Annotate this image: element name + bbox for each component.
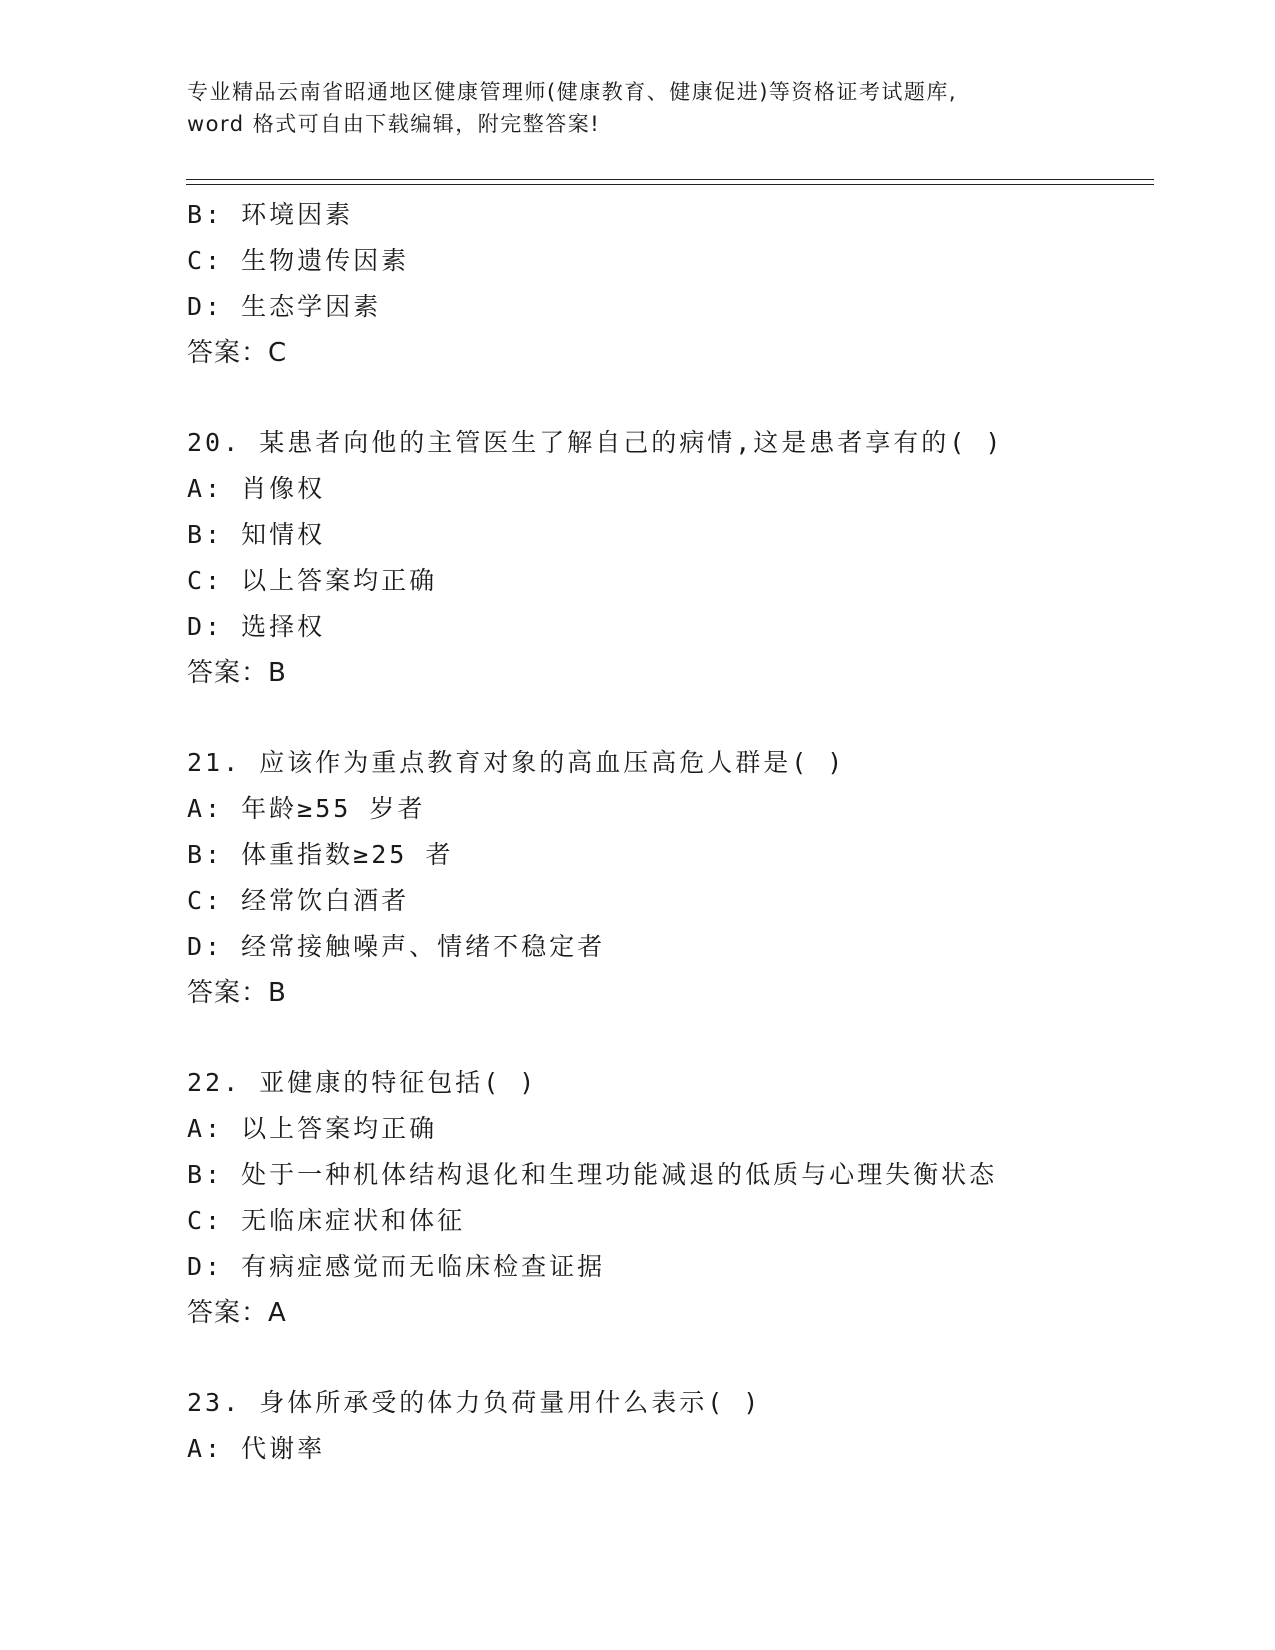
- question-block-20: [187, 420, 1187, 696]
- question-text: 22. 亚健康的特征包括( ): [187, 1068, 538, 1097]
- option-a: A: 代谢率: [187, 1434, 326, 1463]
- question-block-21: [187, 740, 1187, 1016]
- answer-text: 答案：B: [187, 658, 287, 688]
- option-d: D: 选择权: [187, 612, 326, 641]
- option-a: A: 肖像权: [187, 474, 326, 503]
- option-b: B: 处于一种机体结构退化和生理功能减退的低质与心理失衡状态: [187, 1160, 998, 1189]
- option-c: C: 经常饮白酒者: [187, 886, 410, 915]
- option-c: C: 以上答案均正确: [187, 566, 438, 595]
- answer-text: 答案：A: [187, 1298, 287, 1328]
- option-a: A: 以上答案均正确: [187, 1114, 438, 1143]
- spacer: [187, 1016, 1187, 1060]
- question-text: 20. 某患者向他的主管医生了解自己的病情,这是患者享有的( ): [187, 428, 1004, 457]
- header-divider-top: [186, 179, 1154, 180]
- spacer: [187, 696, 1187, 740]
- option-b: B: 体重指数≥25 者: [187, 840, 454, 869]
- option-a: A: 年龄≥55 岁者: [187, 794, 426, 823]
- option-c: C: 无临床症状和体征: [187, 1206, 466, 1235]
- document-header: [187, 76, 1087, 140]
- question-text: 21. 应该作为重点教育对象的高血压高危人群是( ): [187, 748, 846, 777]
- answer-text: 答案：B: [187, 978, 287, 1008]
- question-text: 23. 身体所承受的体力负荷量用什么表示( ): [187, 1388, 762, 1417]
- option-d: D: 经常接触噪声、情绪不稳定者: [187, 932, 606, 961]
- header-line-1: 专业精品云南省昭通地区健康管理师(健康教育、健康促进)等资格证考试题库,: [187, 80, 958, 104]
- option-b: B: 知情权: [187, 520, 326, 549]
- spacer: [187, 1336, 1187, 1380]
- header-divider-bottom: [186, 184, 1154, 185]
- spacer: [187, 376, 1187, 420]
- option-d: D: 生态学因素: [187, 292, 382, 321]
- answer-text: 答案：C: [187, 338, 288, 368]
- question-list: [187, 192, 1187, 1472]
- question-block-19: [187, 192, 1187, 376]
- option-c: C: 生物遗传因素: [187, 246, 410, 275]
- option-b: B: 环境因素: [187, 200, 354, 229]
- header-line-2: word 格式可自由下载编辑，附完整答案!: [187, 112, 601, 136]
- question-block-23: [187, 1380, 1187, 1472]
- question-block-22: [187, 1060, 1187, 1336]
- option-d: D: 有病症感觉而无临床检查证据: [187, 1252, 606, 1281]
